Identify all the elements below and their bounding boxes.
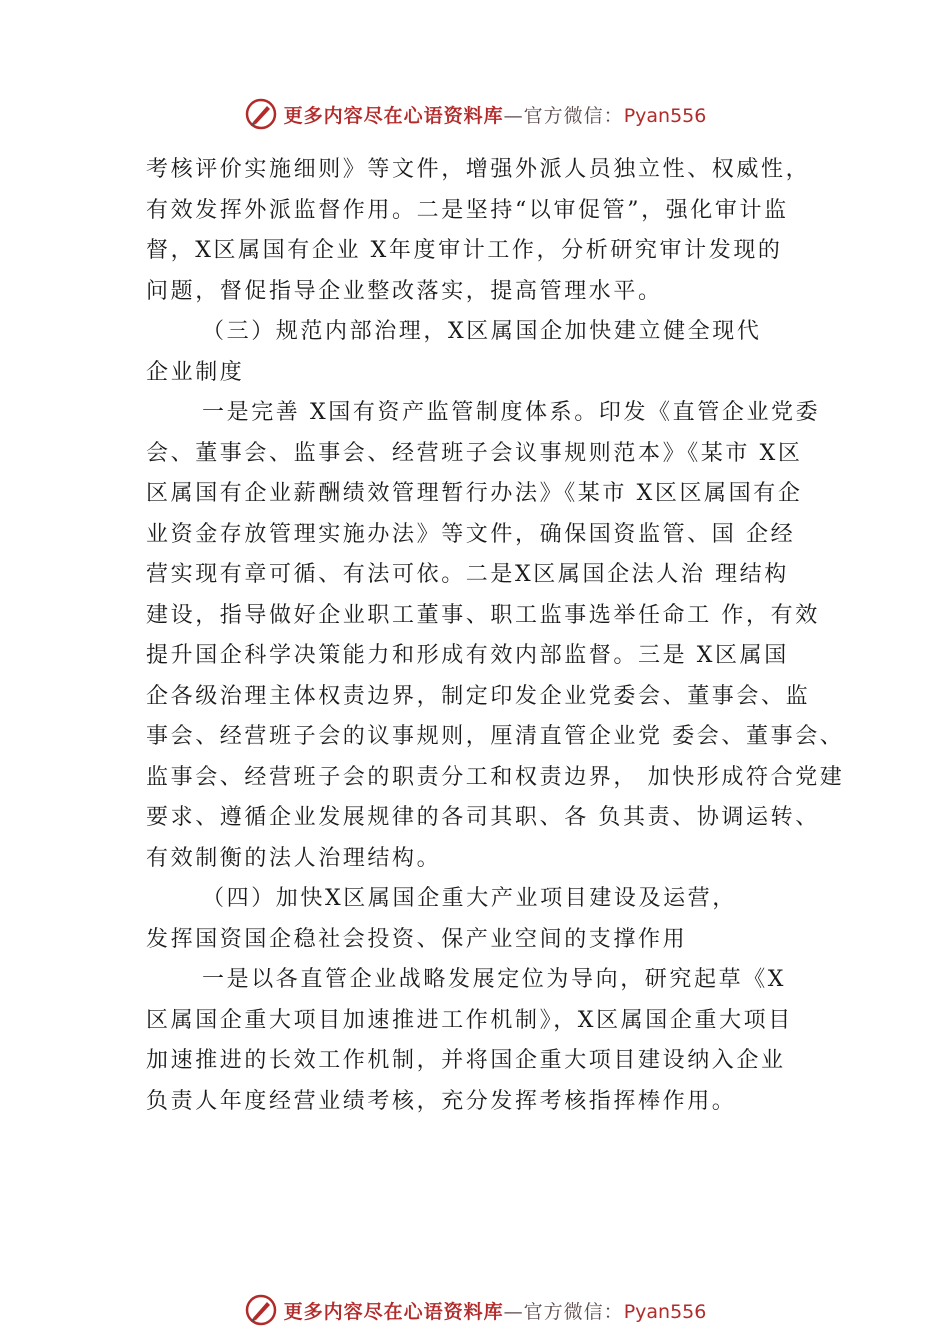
paragraph-line: 有效制衡的法人治理结构。 bbox=[146, 845, 442, 871]
watermark-banner-top bbox=[0, 94, 950, 134]
paragraph-line: 提升国企科学决策能力和形成有效内部监督。三是 X区属国 bbox=[146, 643, 789, 668]
paragraph-line: 会、董事会、监事会、经营班子会议事规则范本》《某市 X区 bbox=[146, 440, 803, 466]
paragraph-line: 区属国企重大项目加速推进工作机制》，X区属国企重大项目 bbox=[146, 1007, 793, 1033]
paragraph-line: 一是完善 X国有资产监管制度体系。印发《直管企业党委 bbox=[202, 400, 821, 425]
paragraph-line: 区属国有企业薪酬绩效管理暂行办法》《某市 X区区属国有企 bbox=[146, 481, 803, 506]
watermark-text: 更多内容尽在心语资料库—官方微信：Pyan556 bbox=[283, 104, 707, 127]
document-body bbox=[146, 150, 846, 1122]
section-heading-3-cont: 企业制度 bbox=[146, 359, 245, 385]
paragraph-line: 问题，督促指导企业整改落实，提高管理水平。 bbox=[146, 278, 663, 304]
paragraph-line: 业资金存放管理实施办法》等文件，确保国资监管、国 企经 bbox=[146, 521, 796, 547]
paragraph-line: 建设，指导做好企业职工董事、职工监事选举任命工 作，有效 bbox=[146, 602, 820, 628]
paragraph-line: 考核评价实施细则》等文件，增强外派人员独立性、权威性， bbox=[146, 157, 811, 182]
paragraph-line: 营实现有章可循、有法可依。二是X区属国企法人治 理结构 bbox=[146, 562, 789, 587]
paragraph-line: 有效发挥外派监督作用。二是坚持“以审促管”，强化审计监 bbox=[146, 197, 789, 223]
paragraph-line: 监事会、经营班子会的职责分工和权责边界， 加快形成符合党建 bbox=[146, 764, 845, 790]
section-heading-4-cont: 发挥国资国企稳社会投资、保产业空间的支撑作用 bbox=[146, 926, 688, 952]
section-heading-3: （三）规范内部治理，X区属国企加快建立健全现代 bbox=[202, 319, 762, 344]
paragraph-line: 事会、经营班子会的议事规则，厘清直管企业党 委会、董事会、 bbox=[146, 724, 845, 749]
paragraph-line: 督，X区属国有企业 X年度审计工作，分析研究审计发现的 bbox=[146, 238, 783, 263]
paragraph-line: 加速推进的长效工作机制，并将国企重大项目建设纳入企业 bbox=[146, 1048, 786, 1073]
watermark-text: 更多内容尽在心语资料库—官方微信：Pyan556 bbox=[283, 1300, 707, 1323]
watermark-banner-bottom bbox=[0, 1290, 950, 1330]
paragraph-line: 负责人年度经营业绩考核，充分发挥考核指挥棒作用。 bbox=[146, 1088, 737, 1114]
pen-circle-logo-icon bbox=[244, 1293, 278, 1327]
paragraph-line: 一是以各直管企业战略发展定位为导向，研究起草《X bbox=[202, 967, 787, 992]
paragraph-line: 企各级治理主体权责边界，制定印发企业党委会、董事会、监 bbox=[146, 683, 811, 709]
paragraph-line: 要求、遵循企业发展规律的各司其职、各 负其责、协调运转、 bbox=[146, 805, 820, 830]
section-heading-4: （四）加快X区属国企重大产业项目建设及运营， bbox=[202, 886, 737, 911]
pen-circle-logo-icon bbox=[244, 97, 278, 131]
